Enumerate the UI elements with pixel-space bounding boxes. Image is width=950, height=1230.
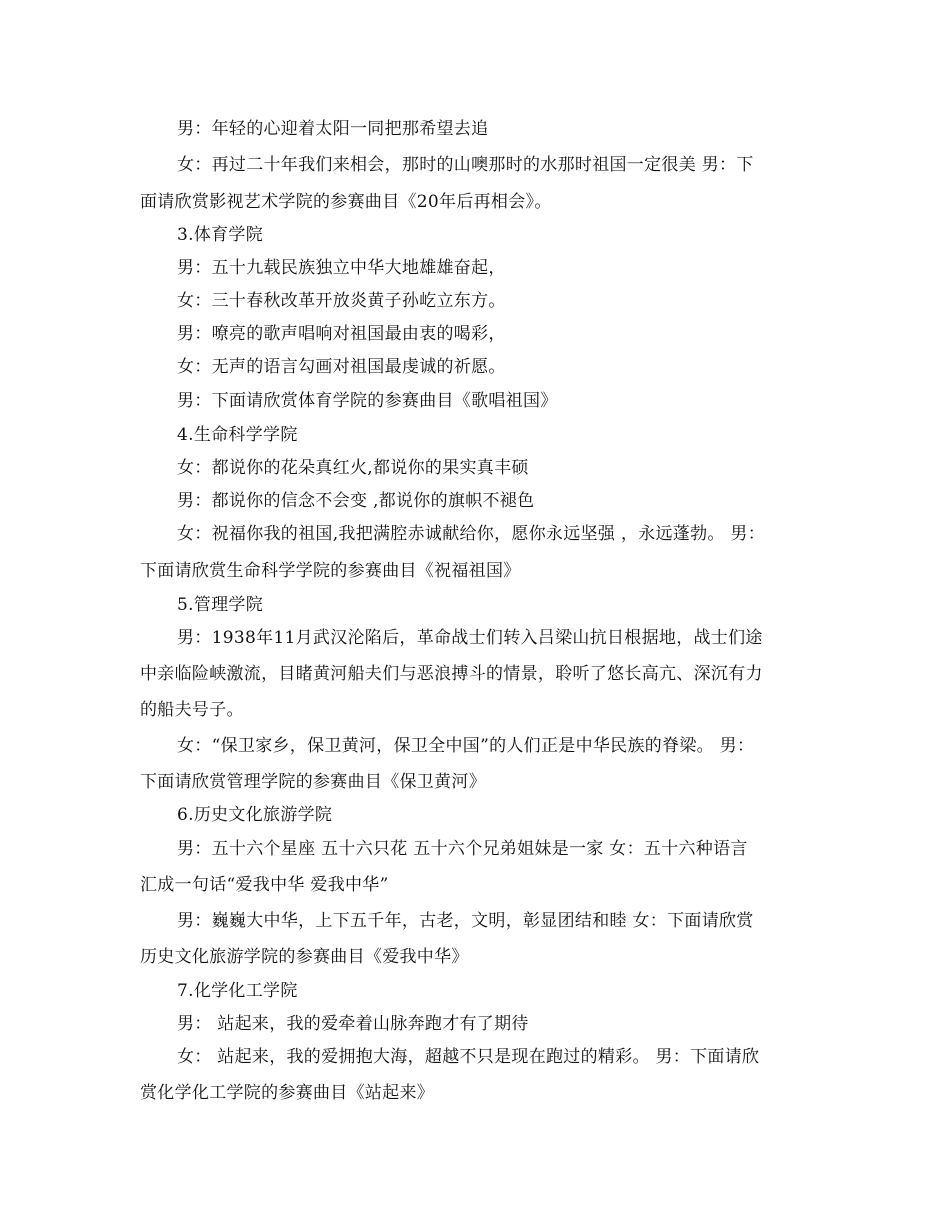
text-line: 女：“保卫家乡，保卫黄河，保卫全中国”的人们正是中华民族的脊梁。 男： [177, 736, 755, 756]
text-line: 男：五十九载民族独立中华大地雄雄奋起， [177, 258, 506, 278]
section-heading: 7.化学化工学院 [177, 981, 298, 1001]
section-heading: 3.体育学院 [177, 225, 264, 245]
text-line: 女：再过二十年我们来相会，那时的山噢那时的水那时祖国一定很美 男：下 [177, 155, 754, 175]
section-heading: 4.生命科学学院 [177, 425, 298, 445]
text-line: 的船夫号子。 [140, 700, 244, 720]
text-line: 男：巍巍大中华，上下五千年，古老，文明，彰显团结和睦 女：下面请欣赏 [177, 911, 754, 931]
text-line: 男：1938年11月武汉沦陷后，革命战士们转入吕梁山抗日根据地，战士们途 [177, 628, 763, 648]
text-line: 男： 站起来，我的爱牵着山脉奔跑才有了期待 [177, 1014, 529, 1034]
text-line: 历史文化旅游学院的参赛曲目《爱我中华》 [140, 947, 469, 967]
text-line: 女：无声的语言勾画对祖国最虔诚的祈愿。 [177, 357, 506, 377]
text-line: 男：都说你的信念不会变 ,都说你的旗帜不褪色 [177, 491, 535, 511]
text-line: 女：祝福你我的祖国,我把满腔赤诚献给你，愿你永远坚强 ，永远蓬勃。 男： [177, 524, 766, 544]
text-line: 女： 站起来，我的爱拥抱大海，超越不只是现在跑过的精彩。 男：下面请欣 [177, 1047, 760, 1067]
text-line: 汇成一句话“爱我中华 爱我中华” [140, 875, 389, 895]
text-line: 男：下面请欣赏体育学院的参赛曲目《歌唱祖国》 [177, 391, 558, 411]
text-line: 男：年轻的心迎着太阳一同把那希望去追 [177, 119, 489, 139]
text-line: 下面请欣赏管理学院的参赛曲目《保卫黄河》 [140, 772, 486, 792]
section-heading: 6.历史文化旅游学院 [177, 805, 333, 825]
text-line: 中亲临险峡激流，目睹黄河船夫们与恶浪搏斗的情景，聆听了悠长高亢、深沉有力 [140, 664, 763, 684]
text-line: 女：三十春秋改革开放炎黄子孙屹立东方。 [177, 291, 506, 311]
text-line: 下面请欣赏生命科学学院的参赛曲目《祝福祖国》 [140, 561, 521, 581]
text-line: 女：都说你的花朵真红火,都说你的果实真丰硕 [177, 458, 529, 478]
text-line: 赏化学化工学院的参赛曲目《站起来》 [140, 1083, 435, 1103]
text-line: 男：嘹亮的歌声唱响对祖国最由衷的喝彩， [177, 324, 506, 344]
text-line: 男：五十六个星座 五十六只花 五十六个兄弟姐妹是一家 女：五十六种语言 [177, 839, 748, 859]
text-line: 面请欣赏影视艺术学院的参赛曲目《20年后再相会》。 [140, 192, 552, 212]
section-heading: 5.管理学院 [177, 595, 264, 615]
